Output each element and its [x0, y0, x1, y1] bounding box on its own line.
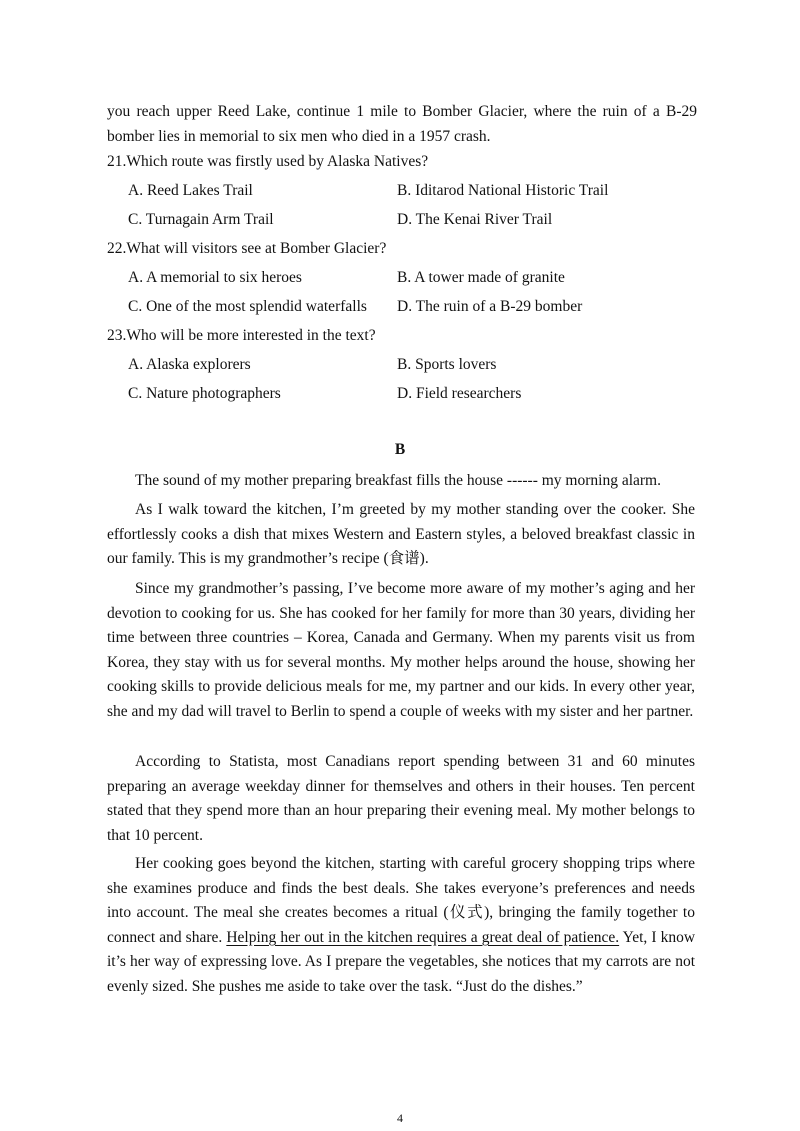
question-22-option-a: A. A memorial to six heroes: [128, 269, 302, 286]
section-b-paragraph-2: As I walk toward the kitchen, I’m greeted by my mother standing over the cooker. She effortlessly cooks a dish that mixes Western and Eastern styles, a beloved breakfast classic in our family. This is my grandmother’s recipe (食谱).: [107, 501, 695, 568]
question-22-option-c: C. One of the most splendid waterfalls: [128, 298, 367, 315]
question-22-option-b: B. A tower made of granite: [397, 269, 565, 286]
question-21-stem: 21.Which route was firstly used by Alaska Natives?: [107, 153, 429, 170]
question-23-option-b: B. Sports lovers: [397, 356, 497, 373]
underlined-sentence: Helping her out in the kitchen requires a great deal of patience.: [226, 928, 620, 946]
question-22-option-d: D. The ruin of a B-29 bomber: [397, 298, 583, 315]
section-b-paragraph-1: The sound of my mother preparing breakfast fills the house ------ my morning alarm.: [135, 472, 661, 489]
question-21-option-d: D. The Kenai River Trail: [397, 211, 553, 228]
question-23-option-a: A. Alaska explorers: [128, 356, 251, 373]
question-22-stem: 22.What will visitors see at Bomber Glacier?: [107, 240, 387, 257]
question-23-option-c: C. Nature photographers: [128, 385, 281, 402]
question-21-option-a: A. Reed Lakes Trail: [128, 182, 253, 199]
page-number: 4: [397, 1111, 403, 1125]
paragraph-5-start: Her cooking goes beyond the kitchen, starting with careful grocery shopping trips where she examines produce and finds the best deals. She takes everyone’s preferences and needs into account. The meal she creates becomes a ritual (仪式), bringing the family together to connect and share.: [107, 855, 695, 946]
question-23-stem: 23.Who will be more interested in the text?: [107, 327, 376, 344]
intro-paragraph: you reach upper Reed Lake, continue 1 mile to Bomber Glacier, where the ruin of a B-29 bomber lies in memorial to six men who died in a 1957 crash.: [107, 103, 697, 145]
paragraph-5-end: Yet, I know it’s her way of expressing love. As I prepare the vegetables, she notices that my carrots are not evenly sized. She pushes me aside to take over the task. “Just do the dishes.”: [107, 928, 696, 995]
section-b-heading: B: [394, 441, 406, 458]
section-b-paragraph-3: Since my grandmother’s passing, I’ve become more aware of my mother’s aging and her devotion to cooking for us. She has cooked for her family for more than 30 years, dividing her time between three countries – Korea, Canada and Germany. When my parents visit us from Korea, they stay with us for several months. My mother helps around the house, showing her cooking skills to provide delicious meals for me, my partner and our kids. In every other year, she and my dad will travel to Berlin to spend a couple of weeks with my sister and her partner.: [107, 580, 695, 720]
section-b-paragraph-5: [107, 852, 695, 1000]
section-b-paragraph-4: According to Statista, most Canadians report spending between 31 and 60 minutes preparing an average weekday dinner for themselves and others in their houses. Ten percent stated that they spend more than an hour preparing their evening meal. My mother belongs to that 10 percent.: [107, 753, 695, 844]
question-21-option-b: B. Iditarod National Historic Trail: [397, 182, 609, 199]
question-23-option-d: D. Field researchers: [397, 385, 522, 402]
question-21-option-c: C. Turnagain Arm Trail: [128, 211, 274, 228]
